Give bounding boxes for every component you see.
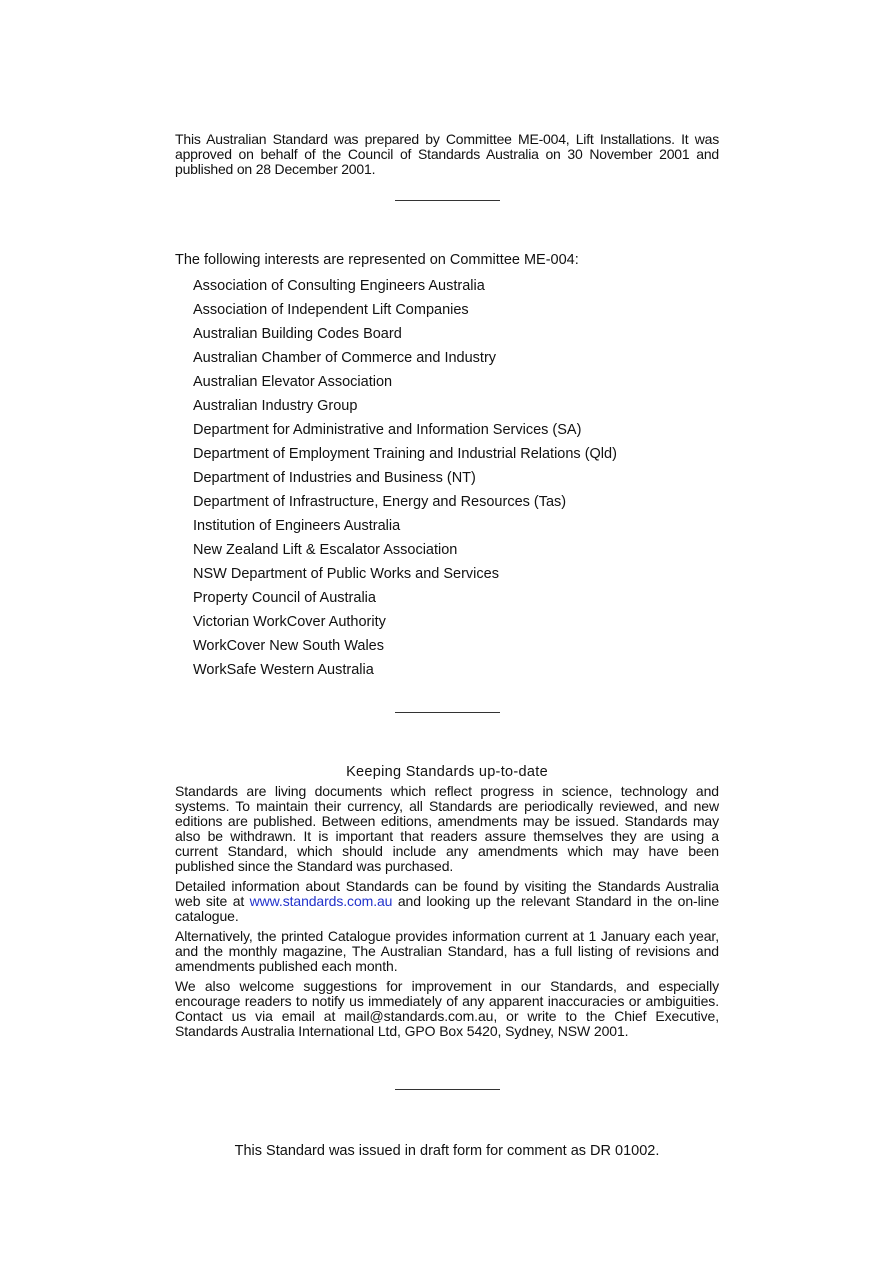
keeping-standards-title: Keeping Standards up-to-date [346,764,548,780]
draft-note: This Standard was issued in draft form for comment as DR 01002. [234,1143,660,1159]
list-item: Association of Consulting Engineers Australia [193,278,485,294]
interests-list [193,274,617,682]
standards-website-link[interactable]: www.standards.com.au [249,893,393,909]
paragraph-suggestions: We also welcome suggestions for improvement in our Standards, and especially encourage readers to notify us immediately of any apparent inaccuracies or ambiguities. Contact us via email at mail@standards.com.au, or write to the Chief Executive, Standards Australia International Ltd, GPO Box 5420, Sydney, NSW 2001. [175,978,719,1039]
list-item: NSW Department of Public Works and Services [193,566,499,582]
paragraph-text: Detailed information about Standards can be found by visiting the Standards Australia web site at [175,878,719,909]
list-item: Association of Independent Lift Companies [193,302,469,318]
list-item: New Zealand Lift & Escalator Association [193,542,458,558]
list-item: Australian Building Codes Board [193,326,402,342]
list-item: Department of Infrastructure, Energy and Resources (Tas) [193,494,567,510]
section-divider [395,1089,500,1090]
list-item: Victorian WorkCover Authority [193,614,386,630]
paragraph-living-documents: Standards are living documents which reflect progress in science, technology and systems. To maintain their currency, all Standards are periodically reviewed, and new editions are published. Between editions, amendments may be issued. Standards may also be withdrawn. It is important that readers assure themselves they are using a current Standard, which should include any amendments which may have been published since the Standard was purchased. [175,783,719,874]
paragraph-text: and looking up the relevant Standard in the on-line catalogue. [175,893,719,924]
list-item: Department of Industries and Business (NT) [193,470,476,486]
list-item: WorkSafe Western Australia [193,662,374,678]
keeping-standards-body [175,784,719,1044]
paragraph-catalogue: Alternatively, the printed Catalogue provides information current at 1 January each year, and the monthly magazine, The Australian Standard, has a full listing of revisions and amendments published each month. [175,928,719,974]
list-item: Property Council of Australia [193,590,376,606]
list-item: WorkCover New South Wales [193,638,384,654]
section-divider [395,712,500,713]
section-divider [395,200,500,201]
list-item: Australian Industry Group [193,398,358,414]
list-item: Department for Administrative and Information Services (SA) [193,422,582,438]
list-item: Institution of Engineers Australia [193,518,401,534]
list-item: Australian Chamber of Commerce and Industry [193,350,497,366]
list-item: Department of Employment Training and Industrial Relations (Qld) [193,446,617,462]
paragraph-web-site [175,879,719,924]
list-item: Australian Elevator Association [193,374,393,390]
approval-statement: This Australian Standard was prepared by Committee ME-004, Lift Installations. It was approved on behalf of the Council of Standards Australia on 30 November 2001 and published on 28 December 2001. [175,131,719,177]
interests-heading: The following interests are represented on Committee ME-004: [175,252,579,268]
